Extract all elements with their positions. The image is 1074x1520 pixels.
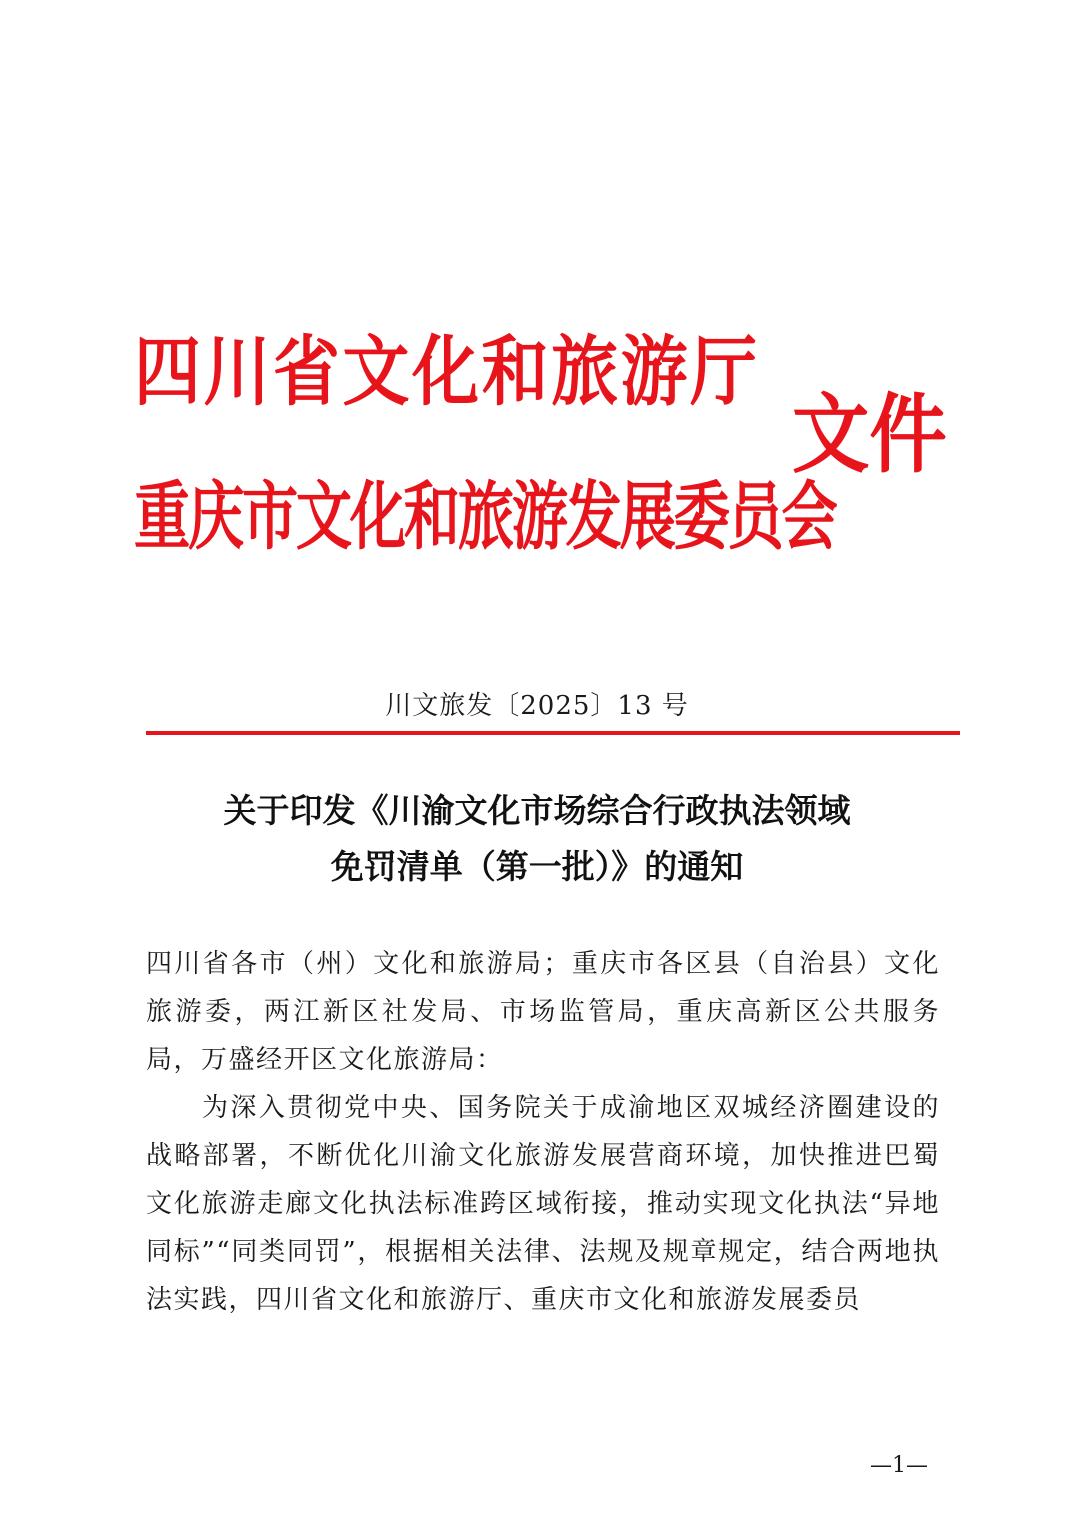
body-paragraph-1: 为深入贯彻党中央、国务院关于成渝地区双城经济圈建设的战略部署，不断优化川渝文化旅游发展营商环境，加快推进巴蜀文化旅游走廊文化执法标准跨区域衔接，推动实现文化执法“异地同标”“同类同罚”，根据相关法律、法规及规章规定，结合两地执法实践，四川省文化和旅游厅、重庆市文化和旅游发展委员 [146,1093,940,1315]
document-body [146,940,940,1324]
doc-suffix: 文件 [792,385,947,485]
document-header [0,0,1074,600]
issuer-line-2: 重庆市文化和旅游发展委员会 [134,474,836,560]
red-divider-line [146,731,960,735]
title-line-2: 免罚清单（第一批）》的通知 [330,847,744,886]
issuer-line-1: 四川省文化和旅游厅 [134,327,760,416]
title-line-1: 关于印发《川渝文化市场综合行政执法领域 [223,791,851,830]
addressees-paragraph: 四川省各市（州）文化和旅游局；重庆市各区县（自治县）文化旅游委，两江新区社发局、市场监管局，重庆高新区公共服务局，万盛经开区文化旅游局： [146,949,940,1075]
page-number: —1— [870,1453,928,1478]
document-title [0,783,1074,895]
document-number: 川文旅发〔2025〕13 号 [385,691,689,721]
